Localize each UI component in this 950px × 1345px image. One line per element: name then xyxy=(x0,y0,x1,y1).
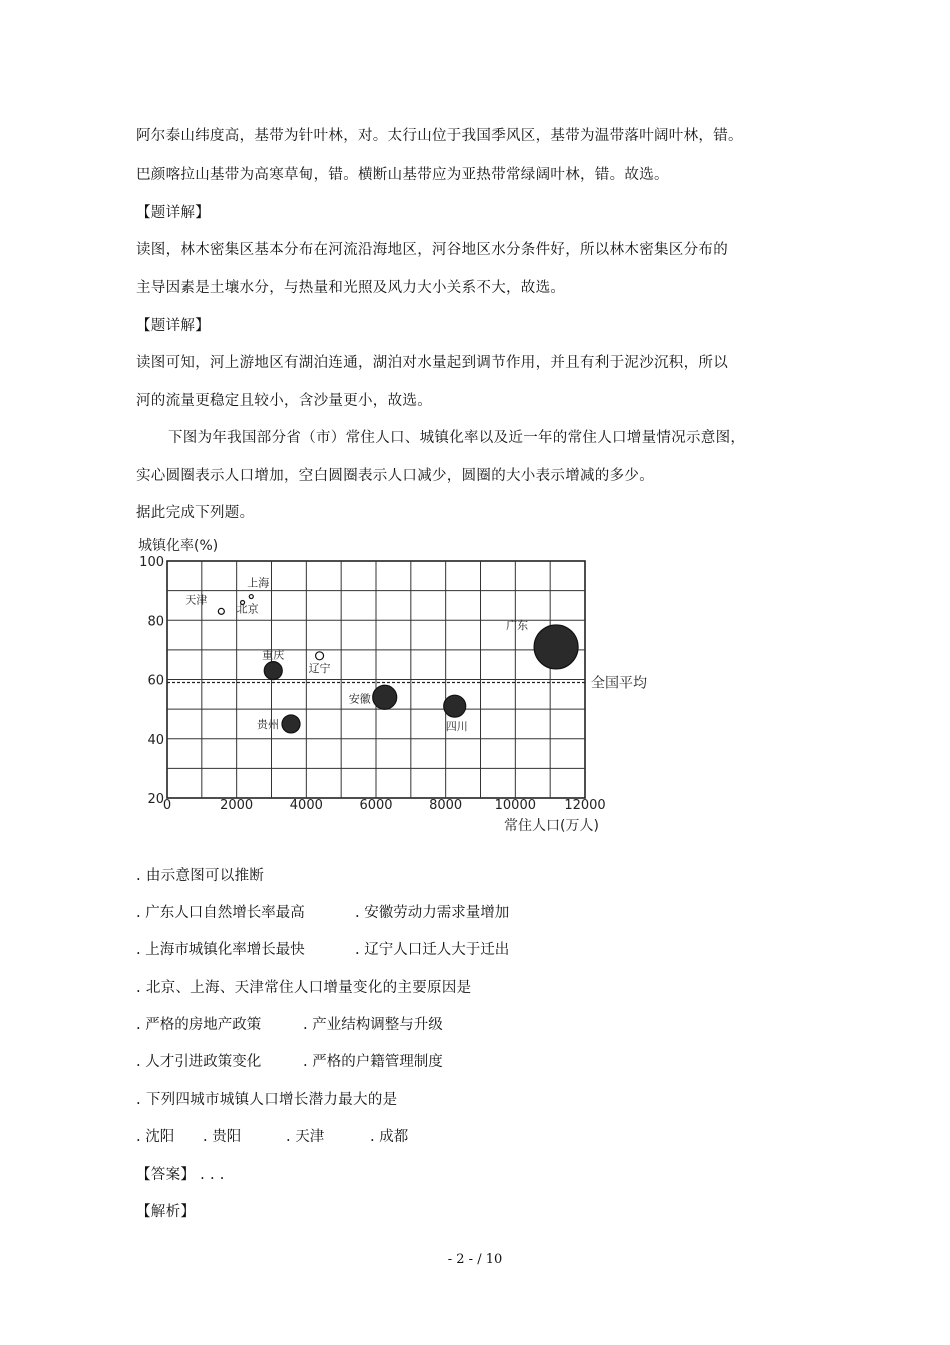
option-text: 人才引进政策变化 xyxy=(145,1054,262,1070)
option-q3d[interactable]: . 成都 xyxy=(370,1129,409,1145)
data-point xyxy=(218,608,224,614)
y-tick-label: 20 xyxy=(147,792,164,807)
question-1: . 由示意图可以推断 xyxy=(136,868,265,884)
data-point-label: 天津 xyxy=(185,593,208,607)
option-text: 广东人口自然增长率最高 xyxy=(145,905,305,921)
national-average-line xyxy=(167,675,647,691)
answer-label: 【答案】 xyxy=(136,1167,196,1183)
option-text: 产业结构调整与升级 xyxy=(312,1017,443,1033)
reference-line-label: 全国平均 xyxy=(591,675,647,692)
y-tick-label: 100 xyxy=(139,555,164,570)
chart-grid xyxy=(167,561,585,798)
option-q3c[interactable]: . 天津 xyxy=(286,1129,325,1145)
option-text: 辽宁人口迁人大于迁出 xyxy=(364,942,510,958)
option-q2c[interactable]: . 人才引进政策变化 xyxy=(136,1054,262,1070)
data-point-label: 重庆 xyxy=(262,648,285,662)
y-tick-label: 60 xyxy=(147,673,164,689)
option-q1d[interactable]: . 辽宁人口迁人大于迁出 xyxy=(355,942,510,958)
question-3-text: 下列四城市城镇人口增长潜力最大的是 xyxy=(145,1092,398,1108)
option-q2d[interactable]: . 严格的户籍管理制度 xyxy=(303,1054,443,1070)
x-tick-label: 6000 xyxy=(359,798,393,813)
option-q1c[interactable]: . 上海市城镇化率增长最快 xyxy=(136,942,305,958)
paragraph: 河的流量更稳定且较小，含沙量更小，故选。 xyxy=(136,393,432,409)
data-point-label: 辽宁 xyxy=(308,661,331,675)
option-q3b[interactable]: . 贵阳 xyxy=(203,1129,242,1145)
x-tick-label: 12000 xyxy=(564,798,606,813)
option-text: 安徽劳动力需求量增加 xyxy=(364,905,510,921)
option-text: 天津 xyxy=(295,1129,325,1145)
data-point-label: 安徽 xyxy=(348,692,371,706)
answer-line xyxy=(136,1163,225,1184)
data-point xyxy=(264,662,282,680)
data-point-label: 上海 xyxy=(247,576,270,590)
paragraph: 主导因素是土壤水分，与热量和光照及风力大小关系不大，故选。 xyxy=(136,280,566,296)
data-point-label: 广东 xyxy=(506,618,529,632)
x-tick-label: 10000 xyxy=(494,798,537,813)
x-tick-label: 0 xyxy=(162,798,172,813)
data-point xyxy=(373,685,397,709)
option-q2a[interactable]: . 严格的房地产政策 xyxy=(136,1017,262,1033)
paragraph: 读图可知，河上游地区有湖泊连通，湖泊对水量起到调节作用，并且有利于泥沙沉积，所以 xyxy=(136,355,728,371)
option-text: 上海市城镇化率增长最快 xyxy=(145,942,305,958)
data-point xyxy=(316,652,324,660)
analysis-label: 【解析】 xyxy=(136,1204,196,1220)
option-q3a[interactable]: . 沈阳 xyxy=(136,1129,175,1145)
question-2: . 北京、上海、天津常住人口增量变化的主要原因是 xyxy=(136,980,472,996)
option-text: 沈阳 xyxy=(145,1129,175,1145)
data-point xyxy=(249,595,253,599)
option-q1a[interactable]: . 广东人口自然增长率最高 xyxy=(136,905,305,921)
paragraph: 据此完成下列题。 xyxy=(136,505,255,521)
x-tick-label: 2000 xyxy=(220,798,254,813)
option-text: 成都 xyxy=(379,1129,409,1145)
question-3: . 下列四城市城镇人口增长潜力最大的是 xyxy=(136,1092,398,1108)
y-axis-label: 城镇化率(%) xyxy=(138,538,219,554)
option-q2b[interactable]: . 产业结构调整与升级 xyxy=(303,1017,443,1033)
section-heading: 【题详解】 xyxy=(136,318,210,334)
paragraph: 下图为年我国部分省（市）常住人口、城镇化率以及近一年的常住人口增量情况示意图， xyxy=(168,430,746,446)
option-text: 严格的户籍管理制度 xyxy=(312,1054,443,1070)
option-q1b[interactable]: . 安徽劳动力需求量增加 xyxy=(355,905,510,921)
question-1-text: 由示意图可以推断 xyxy=(145,868,265,884)
page-number: - 2 - / 10 xyxy=(447,1252,503,1267)
x-tick-label: 8000 xyxy=(429,798,463,813)
data-point-label: 北京 xyxy=(236,602,259,616)
paragraph: 阿尔泰山纬度高，基带为针叶林，对。太行山位于我国季风区，基带为温带落叶阔叶林，错。 xyxy=(136,128,743,144)
data-point xyxy=(282,715,300,733)
option-text: 贵阳 xyxy=(212,1129,242,1145)
y-tick-label: 80 xyxy=(147,614,164,630)
paragraph: 读图，林木密集区基本分布在河流沿海地区，河谷地区水分条件好，所以林木密集区分布的 xyxy=(136,242,728,258)
section-heading: 【题详解】 xyxy=(136,205,210,221)
data-point xyxy=(534,625,578,669)
answer-dots: . . . xyxy=(200,1167,225,1183)
option-text: 严格的房地产政策 xyxy=(145,1017,262,1033)
question-2-text: 北京、上海、天津常住人口增量变化的主要原因是 xyxy=(145,980,472,996)
data-point xyxy=(444,695,466,717)
paragraph: 实心圆圈表示人口增加，空白圆圈表示人口减少，圆圈的大小表示增减的多少。 xyxy=(136,468,654,484)
data-point-label: 贵州 xyxy=(257,717,280,731)
x-tick-label: 4000 xyxy=(289,798,323,813)
paragraph: 巴颜喀拉山基带为高寒草甸，错。横断山基带应为亚热带常绿阔叶林，错。故选。 xyxy=(136,167,669,183)
data-point-label: 四川 xyxy=(445,720,468,734)
population-urbanization-chart xyxy=(136,530,666,840)
x-axis-label: 常住人口(万人) xyxy=(504,818,599,834)
axis-ticks xyxy=(139,555,606,813)
y-tick-label: 40 xyxy=(147,732,164,748)
